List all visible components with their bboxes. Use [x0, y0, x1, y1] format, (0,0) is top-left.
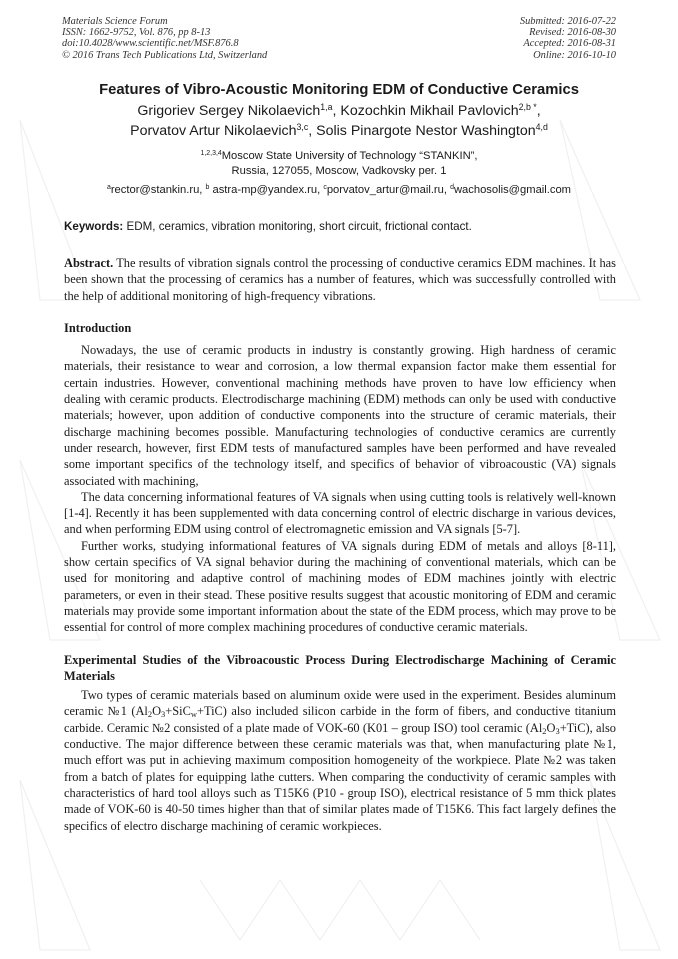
- keywords-text: EDM, ceramics, vibration monitoring, short circuit, frictional contact.: [126, 220, 472, 233]
- author-affiliation-mark: 3,c: [296, 122, 309, 133]
- email-mark: b: [205, 184, 210, 192]
- keywords-label: Keywords:: [64, 220, 124, 233]
- affiliation-line: Russia, 127055, Moscow, Vadkovsky per. 1: [231, 165, 447, 177]
- date-submitted: Submitted: 2016-07-22: [519, 16, 616, 27]
- journal-copyright: © 2016 Trans Tech Publications Ltd, Switzerland: [62, 49, 268, 61]
- section-heading-experimental: Experimental Studies of the Vibroacoustic Process During Electrodischarge Machining of Ceramic Materials: [64, 652, 616, 683]
- email-link[interactable]: astra-mp@yandex.ru: [212, 184, 318, 196]
- section-heading-introduction: Introduction: [64, 320, 132, 335]
- paragraph-text: Two types of ceramic materials based on aluminum oxide were used in the experiment. Besides aluminum ceramic №1 (Al: [64, 688, 616, 719]
- abstract-text: The results of vibration signals control the processing of conductive ceramics EDM machines. It has been shown that the processing of ceramics has a number of features, which was successfully controlled with the help of additional monitoring of high-frequency vibrations.: [64, 256, 617, 303]
- journal-doi: doi:10.4028/www.scientific.net/MSF.876.8: [62, 38, 239, 50]
- date-revised: Revised: 2016-08-30: [529, 27, 616, 39]
- paragraph-text: also conductive. The major difference between these ceramic materials was that, when manufacturing plate №1, much effort was put in achieving maximum composition homogeneity of the workpiece. Plate №2 was taken from a batch of plates for equipping lathe cutters. When comparing the conductivity of ceramic samples with characteristics of hard tool alloys such as T15K6 (P10 - group ISO), electrical resistance of 5 mm thick plates made of VOK-60 is 40-50 times higher than that of similar plates made of T15K6. This fact largely defines the specifics of electro discharge machining of ceramic workpieces.: [64, 720, 616, 833]
- journal-name: Materials Science Forum: [62, 16, 168, 27]
- affiliation: [40, 149, 638, 179]
- paragraph: Nowadays, the use of ceramic products in industry is constantly growing. High hardness of ceramic materials, their resistance to wear and corrosion, a low thermal expansion factor make them essential for certain industries. However, conventional machining methods have proven to have low efficiency when dealing with ceramic products. Electrodischarge machining (EDM) methods can only be used with conductive materials; however, upon addition of conductive components into the structure of ceramic materials, their discharge machining becomes possible. Manufacturing technologies of conductive ceramics are currently under research, however, first EDM tests of manufactured samples have been performed and have revealed some important specifics of the technology itself, and specifics of behavior of vibroacoustic (VA) signals associated with machining,: [64, 343, 616, 488]
- email-link[interactable]: rector@stankin.ru: [110, 184, 200, 196]
- paragraph: The data concerning informational features of VA signals when using cutting tools is relatively well-known [1-4]. Recently it has been supplemented with data concerning control of electric discharge in various devices, and when performing EDM using control of electromagnetic emission and VA signals [5-7].: [64, 489, 616, 537]
- keywords: [64, 219, 616, 234]
- email-list: $^a$rector@stankin.ru, $^b$ astra-mp@yandex.ru, $^c$porvatov_artur@mail.ru, $^d$wachosolis@gmail.com: [106, 184, 572, 196]
- paragraph-text: also included silicon carbide in the form of fibers, and conductive titanium carbide. Ceramic №2 consisted of a plate made of VOK-60 (K01 – group ISO) tool ceramic (Al: [64, 704, 616, 735]
- author-affiliation-mark: 4,d: [535, 122, 548, 133]
- author-list: Grigoriev Sergey Nikolaevich$^{1,a}$, Kozochkin Mikhail Pavlovich$^{2,b *}$, Porvatov Artur Nikolaevich$^{3,c}$, Solis Pinargote Nestor Washington$^{4,d}$: [130, 102, 548, 139]
- author-affiliation-mark: 2,b *: [518, 102, 537, 113]
- email-link[interactable]: porvatov_artur@mail.ru: [326, 184, 444, 196]
- author-name: Porvatov Artur Nikolaevich: [130, 123, 297, 139]
- paragraph: Two types of ceramic materials based on aluminum oxide were used in the experiment. Besides aluminum ceramic №1 $(Al_2O_3+SiC_w+TiC)$ also included silicon carbide in the form of fibers, and conductive titanium carbide. Ceramic №2 consisted of a plate made of VOK-60 (K01 – group ISO) tool ceramic $(Al_2O_3+TiC)$, also conductive. The major difference between these ceramic materials was that, when manufacturing plate №1, much effort was put in achieving maximum composition homogeneity of the workpiece. Plate №2 was taken from a batch of plates for equipping lathe cutters. When comparing the conductivity of ceramic samples with characteristics of hard tool alloys such as T15K6 (P10 - group ISO), electrical resistance of 5 mm thick plates made of VOK-60 is 40-50 times higher than that of similar plates made of T15K6. This fact largely defines the specifics of electro discharge machining of ceramic workpieces.: [64, 688, 616, 833]
- paper-title: Features of Vibro-Acoustic Monitoring EDM of Conductive Ceramics: [99, 82, 579, 98]
- author-affiliation-mark: 1,a: [320, 102, 333, 113]
- email-mark: c: [323, 184, 327, 192]
- affiliation-mark: 1,2,3,4: [200, 150, 222, 158]
- author-name: Solis Pinargote Nestor Washington: [316, 123, 536, 139]
- paragraph: Further works, studying informational features of VA signals during EDM of metals and alloys [8-11], show certain specifics of VA signal behavior during the machining of conventional materials, which can be used for monitoring and adaptive control of machining modes of EDM machines jointly with electric parameters, or even in their stead. These positive results suggest that acoustic monitoring of EDM and ceramic materials may provide some important information about the state of the EDM process, which may prove to be essential for control of more complex machining procedures of conductive ceramic materials.: [64, 538, 616, 635]
- author-name: Kozochkin Mikhail Pavlovich: [340, 103, 519, 119]
- paper-body: [64, 255, 616, 834]
- email-mark: d: [450, 184, 454, 192]
- email-link[interactable]: wachosolis@gmail.com: [453, 184, 572, 196]
- date-accepted: Accepted: 2016-08-31: [523, 38, 616, 50]
- journal-issn: ISSN: 1662-9752, Vol. 876, pp 8-13: [62, 27, 211, 39]
- abstract: [64, 255, 616, 304]
- affiliation-line: Moscow State University of Technology “STANKIN”,: [221, 150, 478, 162]
- journal-info: [62, 16, 267, 61]
- email-mark: a: [106, 184, 111, 192]
- author-name: Grigoriev Sergey Nikolaevich: [137, 103, 321, 119]
- date-online: Online: 2016-10-10: [533, 49, 616, 61]
- publication-dates: [520, 16, 616, 61]
- abstract-label: Abstract.: [64, 256, 114, 270]
